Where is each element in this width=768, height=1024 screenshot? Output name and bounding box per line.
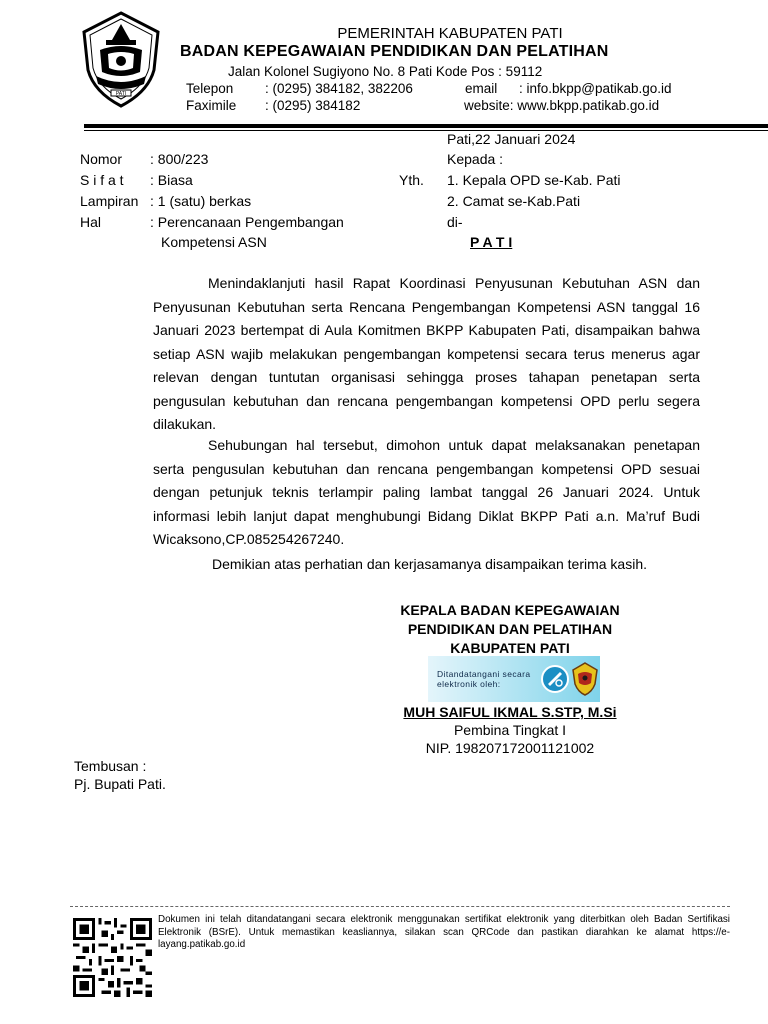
recipient-item-2: 2. Camat se-Kab.Pati — [447, 193, 581, 209]
body-paragraph-1: Menindaklanjuti hasil Rapat Koordinasi Penyusunan Kebutuhan ASN dan Penyusunan Kebutuhan serta Rencana Pengembangan Kompetensi ASN tanggal 16 Januari 2023 bertempat di Aula Komitmen BKPP Kabupaten Pati, disampaikan bahwa setiap ASN wajib melakukan pengembangan kompetensi secara terus menerus agar relevan dengan tuntutan organisasi sehingga proses tahapan penetapan serta pengusulan kebutuhan dan rencana pengembangan kompetensi OPD perlu segera dilakukan. — [153, 275, 700, 432]
nomor-label: Nomor — [80, 151, 123, 167]
agency-address: Jalan Kolonel Sugiyono No. 8 Pati Kode Pos : 59112 — [228, 64, 543, 79]
phone-value: : (0295) 384182, 382206 — [265, 81, 413, 96]
verification-qr-code — [73, 918, 152, 997]
nomor-value: : 800/223 — [150, 151, 209, 167]
fax-value: : (0295) 384182 — [265, 98, 361, 113]
sifat-value: : Biasa — [150, 172, 193, 188]
hal-value-line2: Kompetensi ASN — [161, 234, 267, 250]
header-divider-thick — [84, 124, 768, 128]
tembusan-label: Tembusan : — [74, 758, 147, 774]
yth-label: Yth. — [399, 172, 424, 188]
electronic-signature-stamp — [425, 656, 600, 702]
kepada-label: Kepada : — [447, 151, 504, 167]
lampiran-label: Lampiran — [80, 193, 139, 209]
regency-emblem-icon — [572, 662, 598, 696]
hal-value-line1: : Perencanaan Pengembangan — [150, 214, 344, 230]
header-divider-thin — [84, 130, 768, 131]
email-label: email — [465, 81, 498, 96]
letter-date: Pati,22 Januari 2024 — [447, 131, 576, 147]
footer-divider — [70, 906, 730, 907]
sifat-label: S i f a t — [80, 172, 124, 188]
tembusan-item: Pj. Bupati Pati. — [74, 776, 166, 792]
government-name: PEMERINTAH KABUPATEN PATI — [337, 25, 563, 42]
recipient-item-1: 1. Kepala OPD se-Kab. Pati — [447, 172, 621, 188]
lampiran-value: : 1 (satu) berkas — [150, 193, 252, 209]
signatory-title-1: KEPALA BADAN KEPEGAWAIAN — [400, 602, 620, 618]
closing-sentence: Demikian atas perhatian dan kerjasamanya disampaikan terima kasih. — [212, 556, 647, 572]
hal-label: Hal — [80, 214, 102, 230]
fax-label: Faximile — [186, 98, 237, 113]
footer-verification-note: Dokumen ini telah ditandatangani secara elektronik menggunakan sertifikat elektronik yang diterbitkan oleh Badan Sertifikasi Elektronik (BSrE). Untuk memastikan keasliannya, silakan scan QRCode dan pastikan diarahkan ke alamat https://e-layang.patikab.go.id — [158, 914, 730, 950]
website-text: website: www.bkpp.patikab.go.id — [464, 98, 660, 113]
esign-text-line2: elektronik oleh: — [437, 679, 501, 689]
signatory-name: MUH SAIFUL IKMAL S.STP, M.Si — [403, 704, 617, 720]
recipient-place: P A T I — [470, 234, 513, 250]
signatory-rank: Pembina Tingkat I — [453, 722, 567, 738]
di-label: di- — [447, 214, 463, 230]
signatory-nip: NIP. 198207172001121002 — [425, 740, 595, 756]
body-paragraph-2: Sehubungan hal tersebut, dimohon untuk dapat melaksanakan penetapan serta pengusulan kebutuhan dan rencana pengembangan kompetensi OPD sesuai dengan petunjuk teknis terlampir paling lambat tanggal 26 Januari 2024. Untuk informasi lebih lanjut dapat menghubungi Bidang Diklat BKPP Pati a.n. Ma’ruf Budi Wicaksono,CP.085254267240. — [153, 437, 700, 547]
phone-label: Telepon — [186, 81, 234, 96]
logo-banner-text: PATI — [115, 91, 127, 97]
signatory-title-3: KABUPATEN PATI — [450, 640, 570, 656]
agency-name: BADAN KEPEGAWAIAN PENDIDIKAN DAN PELATIHAN — [180, 43, 609, 60]
esign-text-line1: Ditandatangani secara — [437, 669, 531, 679]
bsre-seal-icon — [540, 664, 570, 694]
signatory-title-2: PENDIDIKAN DAN PELATIHAN — [407, 621, 613, 637]
email-value: : info.bkpp@patikab.go.id — [519, 81, 672, 96]
esign-caption — [437, 669, 530, 689]
